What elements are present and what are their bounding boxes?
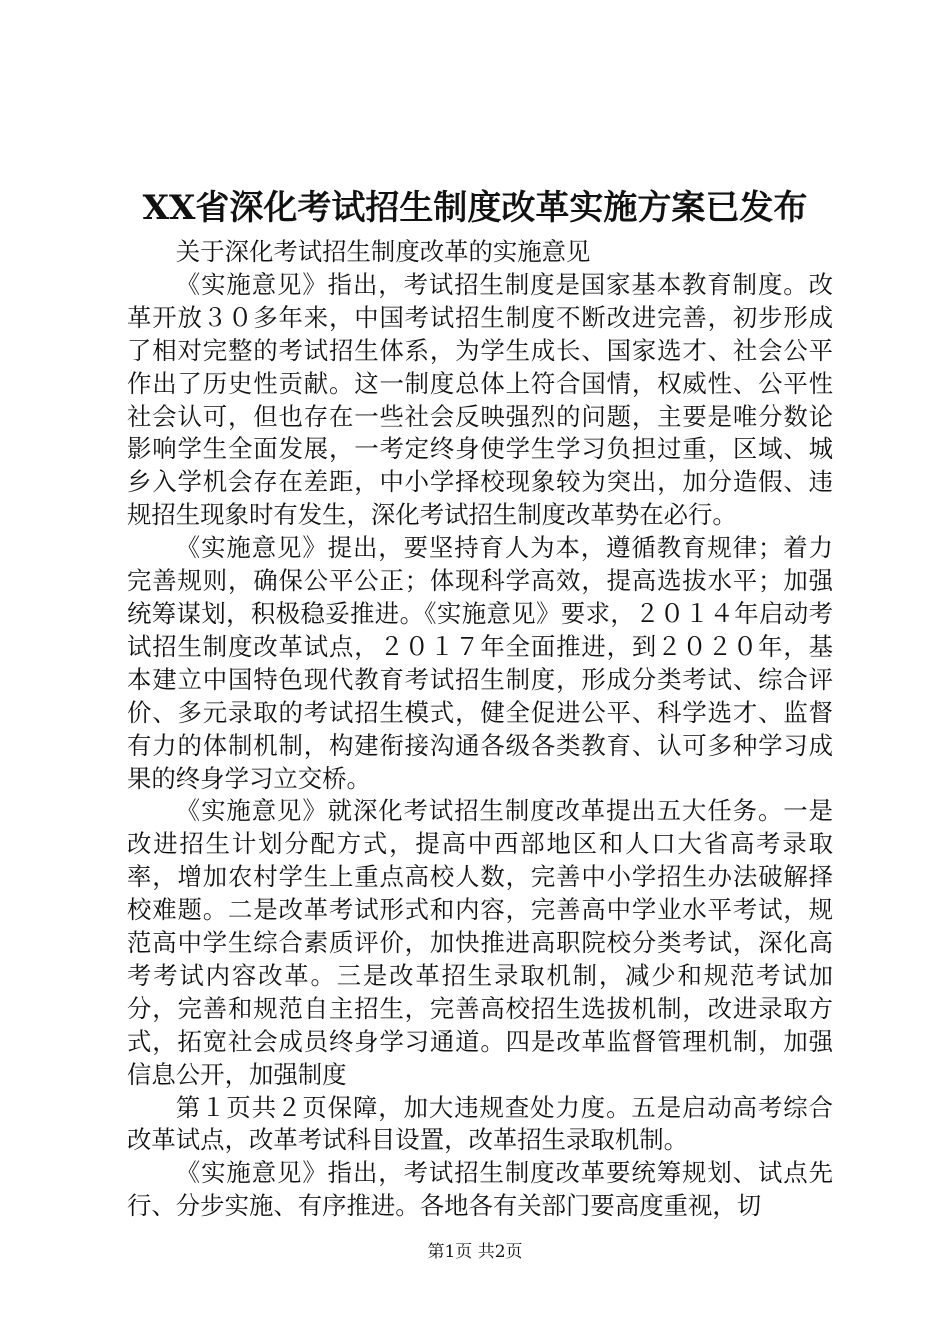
document-body [127, 236, 833, 1223]
paragraph: 《实施意见》就深化考试招生制度改革提出五大任务。一是改进招生计划分配方式，提高中西部地区和人口大省高考录取率，增加农村学生上重点高校人数，完善中小学招生办法破解择校难题。二是改革考试形式和内容，完善高中学业水平考试，规范高中学生综合素质评价，加快推进高职院校分类考试，深化高考考试内容改革。三是改革招生录取机制，减少和规范考试加分，完善和规范自主招生，完善高校招生选拔机制，改进录取方式，拓宽社会成员终身学习通道。四是改革监督管理机制，加强信息公开，加强制度 [127, 796, 833, 1089]
paragraph: 《实施意见》提出，要坚持育人为本，遵循教育规律；着力完善规则，确保公平公正；体现科学高效，提高选拔水平；加强统筹谋划，积极稳妥推进。《实施意见》要求，２０１４年启动考试招生制度改革试点，２０１７年全面推进，到２０２０年，基本建立中国特色现代教育考试招生制度，形成分类考试、综合评价、多元录取的考试招生模式，健全促进公平、科学选才、监督有力的体制机制，构建衔接沟通各级各类教育、认可多种学习成果的终身学习立交桥。 [127, 533, 833, 793]
document-subtitle: 关于深化考试招生制度改革的实施意见 [175, 237, 591, 266]
paragraph: 《实施意见》指出，考试招生制度是国家基本教育制度。改革开放３０多年来，中国考试招生制度不断改进完善，初步形成了相对完整的考试招生体系，为学生成长、国家选才、社会公平作出了历史性贡献。这一制度总体上符合国情，权威性、公平性社会认可，但也存在一些社会反映强烈的问题，主要是唯分数论影响学生全面发展，一考定终身使学生学习负担过重，区域、城乡入学机会存在差距，中小学择校现象较为突出，加分造假、违规招生现象时有发生，深化考试招生制度改革势在必行。 [127, 269, 833, 530]
page-footer: 第1页 共2页 [427, 1242, 523, 1262]
paragraph: 第１页共２页保障，加大违规查处力度。五是启动高考综合改革试点，改革考试科目设置，改革招生录取机制。 [127, 1092, 833, 1155]
paragraph: 《实施意见》指出，考试招生制度改革要统筹规划、试点先行、分步实施、有序推进。各地各有关部门要高度重视，切 [127, 1158, 833, 1221]
document-title: XX省深化考试招生制度改革实施方案已发布 [142, 188, 808, 228]
